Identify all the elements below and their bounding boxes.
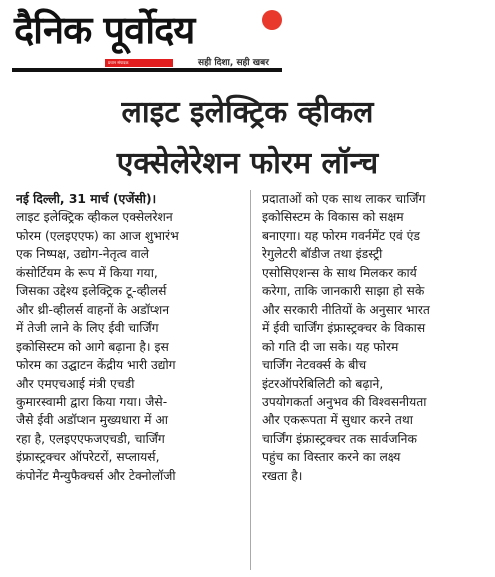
text-line: में तेजी लाने के लिए ईवी चार्जिंग <box>16 321 159 336</box>
text-line: कुमारस्वामी द्वारा किया गया। जैसे- <box>16 394 168 409</box>
text-line: इकोसिस्टम के विकास को सक्षम <box>262 210 404 225</box>
text-line: कंपोनेंट मैन्युफैक्चर्स और टेक्नोलॉजी <box>16 468 176 483</box>
text-line: रेगुलेटरी बॉडीज तथा इंडस्ट्री <box>262 247 383 262</box>
text-line: फोरम (एलइएएफ) का आज शुभारंभ <box>16 228 179 243</box>
sun-icon <box>262 10 282 30</box>
dateline: नई दिल्ली, 31 मार्च (एजेंसी)। <box>16 192 157 206</box>
text-line: कंसोर्टियम के रूप में किया गया, <box>16 265 158 280</box>
text-line: को गति दी जा सके। यह फोरम <box>262 339 399 354</box>
text-line: जैसे ईवी अडॉप्शन मुख्यधारा में आ <box>16 413 168 428</box>
masthead-rule <box>12 68 282 72</box>
text-line: बनाएगा। यह फोरम गवर्नमेंट एवं एंड <box>262 228 421 243</box>
text-line: इंफ्रास्ट्रक्चर ऑपरेटरों, सप्लायर्स, <box>16 450 160 465</box>
text-line: पहुंच का विस्तार करने का लक्ष्य <box>262 450 401 465</box>
headline-line-2: एक्सेलेरेशन फोरम लॉन्च <box>116 146 379 181</box>
text-line: रखता है। <box>262 468 303 483</box>
text-line: एक निष्पक्ष, उद्योग-नेतृत्व वाले <box>16 247 149 262</box>
masthead-small-tag: प्रधान संपादक <box>108 60 129 65</box>
text-line: करेगा, ताकि जानकारी साझा हो सके <box>262 284 425 299</box>
text-line: रहा है, एलइएएफजएचडी, चार्जिंग <box>16 431 165 446</box>
text-line: और एमएचआई मंत्री एचडी <box>16 376 135 391</box>
text-line: और सरकारी नीतियों के अनुसार भारत <box>262 302 430 317</box>
text-line: एसोसिएशन्स के साथ मिलकर कार्य <box>262 265 417 280</box>
headline-line-1: लाइट इलेक्ट्रिक व्हीकल <box>121 95 374 130</box>
text-line: इंटरऑपरेबिलिटी को बढ़ाने, <box>262 376 384 391</box>
text-line: और थ्री-व्हीलर्स वाहनों के अडॉप्शन <box>16 302 170 317</box>
newspaper-logo: दैनिक पूर्वोदय <box>14 8 195 52</box>
text-line: फोरम का उद्घाटन केंद्रीय भारी उद्योग <box>16 358 176 373</box>
article-column-right <box>262 190 484 485</box>
text-line: प्रदाताओं को एक साथ लाकर चार्जिंग <box>262 192 426 206</box>
text-line: में ईवी चार्जिंग इंफ्रास्ट्रक्चर के विकास <box>262 321 426 336</box>
text-line: चार्जिंग इंफ्रास्ट्रक्चर तक सार्वजनिक <box>262 431 417 446</box>
article-column-left <box>16 190 238 485</box>
text-line: जिसका उद्देश्य इलेक्ट्रिक टू-व्हीलर्स <box>16 284 167 299</box>
text-line: इकोसिस्टम को आगे बढ़ाना है। इस <box>16 339 169 354</box>
text-line: और एकरूपता में सुधार करने तथा <box>262 413 413 428</box>
column-divider <box>250 190 251 570</box>
masthead-slogan: सही दिशा, सही खबर <box>198 58 269 68</box>
text-line: लाइट इलेक्ट्रिक व्हीकल एक्सेलरेशन <box>16 210 173 225</box>
text-line: चार्जिंग नेटवर्क्स के बीच <box>262 358 367 373</box>
text-line: उपयोगकर्ता अनुभव की विश्वसनीयता <box>262 394 427 409</box>
